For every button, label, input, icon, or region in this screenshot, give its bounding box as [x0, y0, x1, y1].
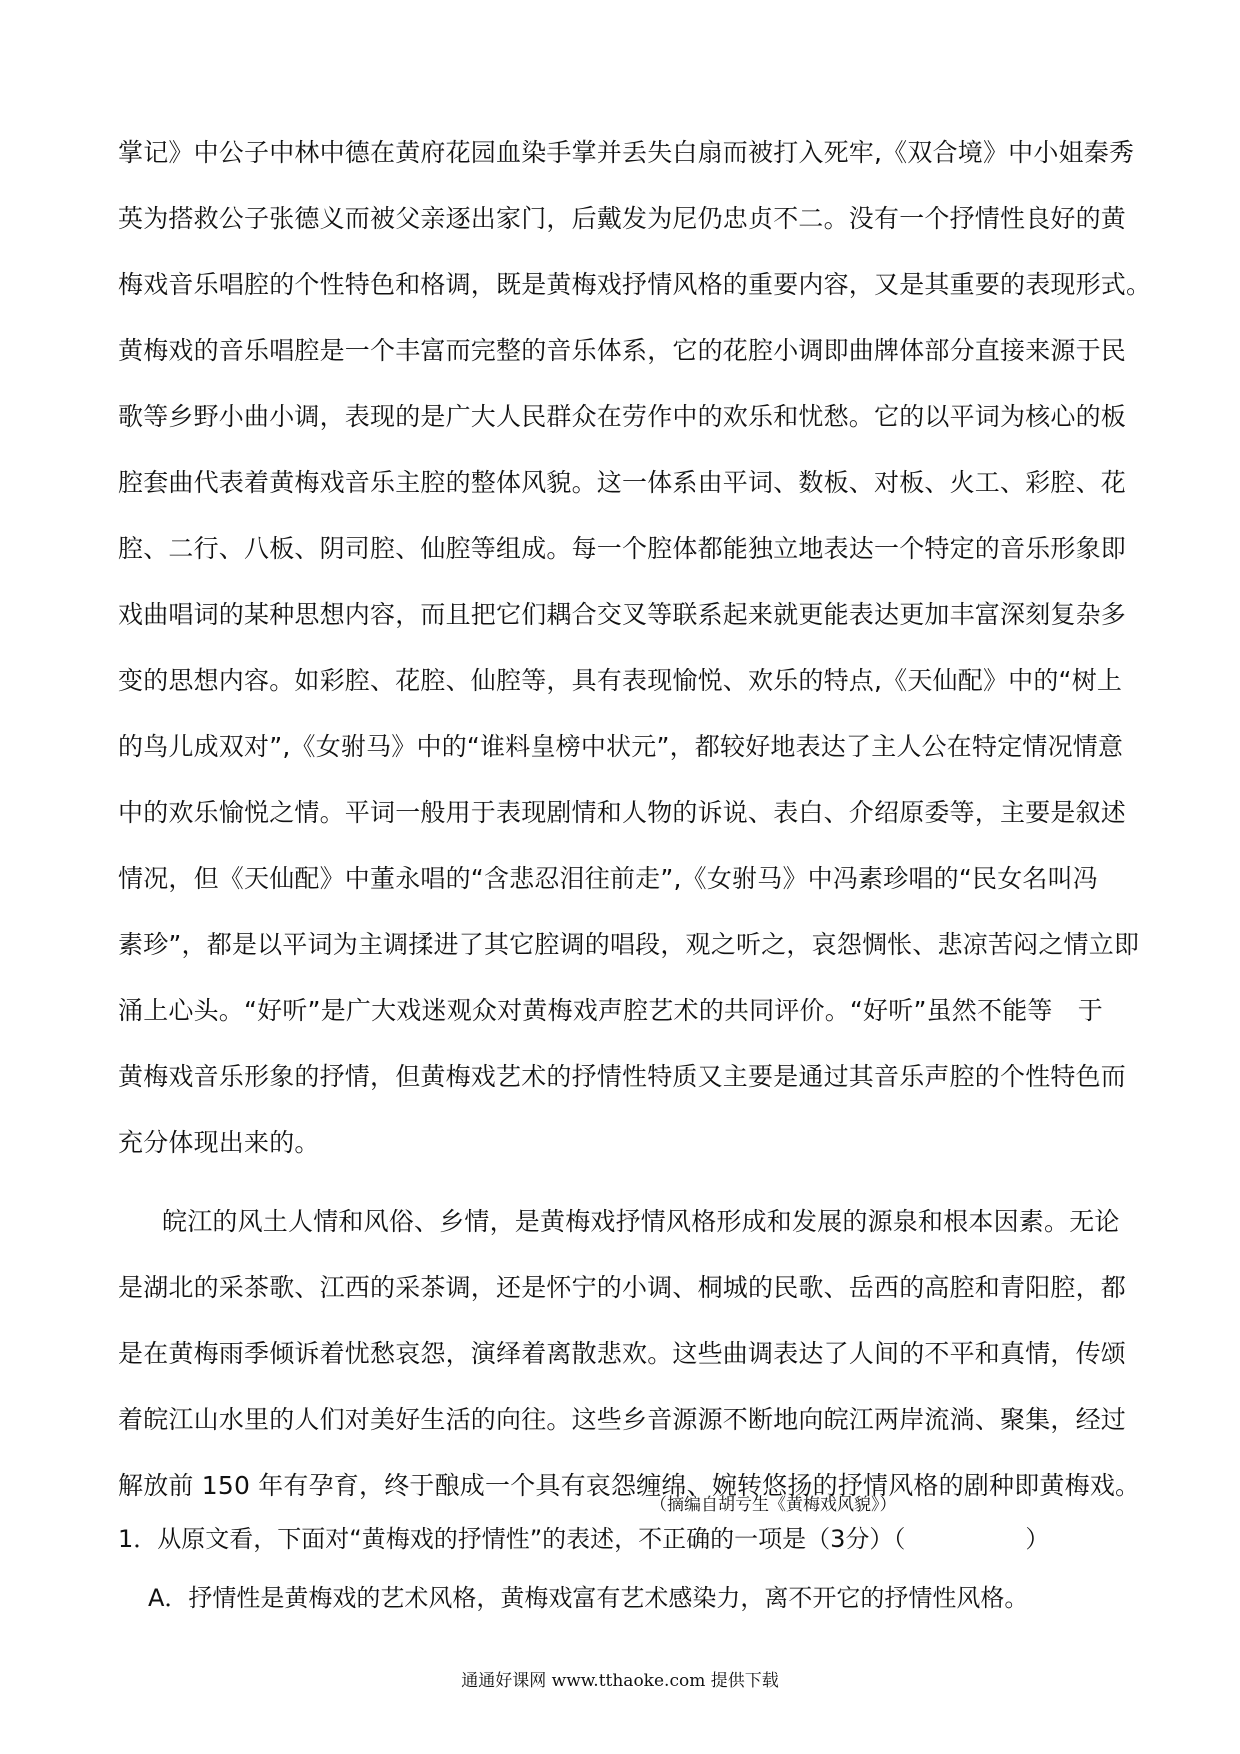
source-citation: （摘编自胡亏生《黄梅戏风貌》） — [650, 1495, 897, 1515]
text-line: 中的欢乐愉悦之情。平词一般用于表现剧情和人物的诉说、表白、介绍原委等，主要是叙述 — [118, 798, 1127, 827]
text-line: 的鸟儿成双对”,《女驸马》中的“谁料皇榜中状元”，都较好地表达了主人公在特定情况情意 — [118, 732, 1124, 761]
text-line: 掌记》中公子中林中德在黄府花园血染手掌并丢失白扇而被打入死牢,《双合境》中小姐秦秀 — [118, 138, 1135, 167]
text-line: 充分体现出来的。 — [118, 1128, 320, 1157]
text-line: 歌等乡野小曲小调，表现的是广大人民群众在劳作中的欢乐和忧愁。它的以平词为核心的板 — [118, 402, 1127, 431]
text-line: 是湖北的采茶歌、江西的采茶调，还是怀宁的小调、桐城的民歌、岳西的高腔和青阳腔，都 — [118, 1273, 1127, 1302]
text-line: 黄梅戏的音乐唱腔是一个丰富而完整的音乐体系，它的花腔小调即曲牌体部分直接来源于民 — [118, 336, 1127, 365]
text-line: 着皖江山水里的人们对美好生活的向往。这些乡音源源不断地向皖江两岸流淌、聚集，经过 — [118, 1405, 1127, 1434]
text-line: 皖江的风土人情和风俗、乡情，是黄梅戏抒情风格形成和发展的源泉和根本因素。无论 — [162, 1207, 1120, 1236]
text-line: 腔、二行、八板、阴司腔、仙腔等组成。每一个腔体都能独立地表达一个特定的音乐形象即 — [118, 534, 1127, 563]
text-line: 是在黄梅雨季倾诉着忧愁哀怨，演绎着离散悲欢。这些曲调表达了人间的不平和真情，传颂 — [118, 1339, 1127, 1368]
text-line: 黄梅戏音乐形象的抒情，但黄梅戏艺术的抒情性特质又主要是通过其音乐声腔的个性特色而 — [118, 1062, 1127, 1091]
text-line: 英为搭救公子张德义而被父亲逐出家门，后戴发为尼仍忠贞不二。没有一个抒情性良好的黄 — [118, 204, 1127, 233]
text-line: 素珍”，都是以平词为主调揉进了其它腔调的唱段，观之听之，哀怨惆怅、悲凉苦闷之情立即 — [118, 930, 1140, 959]
text-line: 变的思想内容。如彩腔、花腔、仙腔等，具有表现愉悦、欢乐的特点,《天仙配》中的“树上 — [118, 666, 1123, 695]
article-body — [118, 120, 1152, 1519]
text-line: 解放前 150 年有孕育，终于酿成一个具有哀怨缠绵、婉转悠扬的抒情风格的剧种即黄梅戏。 — [118, 1471, 1141, 1500]
option-a: A．抒情性是黄梅戏的艺术风格，黄梅戏富有艺术感染力，离不开它的抒情性风格。 — [148, 1584, 1029, 1612]
paragraph-gap — [118, 1176, 1128, 1189]
text-line: 情况，但《天仙配》中董永唱的“含悲忍泪往前走”,《女驸马》中冯素珍唱的“民女名叫冯 — [118, 864, 1099, 893]
text-line: 腔套曲代表着黄梅戏音乐主腔的整体风貌。这一体系由平词、数板、对板、火工、彩腔、花 — [118, 468, 1127, 497]
text-line: 戏曲唱词的某种思想内容，而且把它们耦合交叉等联系起来就更能表达更加丰富深刻复杂多 — [118, 600, 1127, 629]
text-line: 涌上心头。“好听”是广大戏迷观众对黄梅戏声腔艺术的共同评价。“好听”虽然不能等 于 — [118, 996, 1104, 1025]
text-line: 梅戏音乐唱腔的个性特色和格调，既是黄梅戏抒情风格的重要内容，又是其重要的表现形式。 — [118, 270, 1152, 299]
question-1: 1．从原文看，下面对“黄梅戏的抒情性”的表述，不正确的一项是（3分）（ ） — [118, 1525, 1050, 1553]
page-footer: 通通好课网 www.tthaoke.com 提供下载 — [461, 1671, 779, 1691]
